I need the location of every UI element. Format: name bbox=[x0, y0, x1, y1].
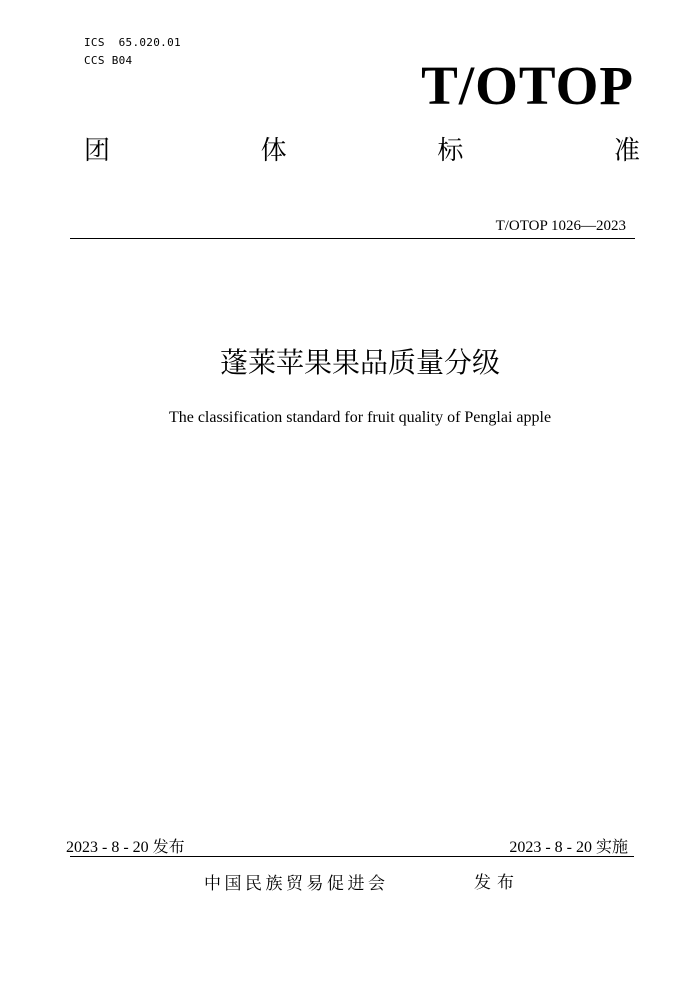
document-title-english: The classification standard for fruit quality of Penglai apple bbox=[168, 409, 552, 426]
implementation-date: 2023 - 8 - 20 实施 bbox=[509, 839, 628, 856]
standard-type-heading bbox=[84, 138, 640, 164]
publisher-name: 中国民族贸易促进会 bbox=[204, 874, 389, 894]
document-title-chinese: 蓬莱苹果果品质量分级 bbox=[219, 346, 500, 379]
footer-divider bbox=[70, 856, 634, 857]
header-divider bbox=[70, 238, 635, 239]
publish-label: 发布 bbox=[474, 873, 520, 893]
standard-type-char: 团 bbox=[84, 136, 111, 166]
standard-type-char: 标 bbox=[437, 136, 464, 166]
ccs-code: CCS B04 bbox=[84, 54, 133, 67]
standard-brand-logo: T/OTOP bbox=[421, 55, 634, 116]
issue-date: 2023 - 8 - 20 发布 bbox=[66, 839, 185, 856]
standard-number: T/OTOP 1026—2023 bbox=[495, 218, 626, 234]
standard-type-char: 准 bbox=[613, 136, 640, 166]
standard-type-char: 体 bbox=[260, 136, 287, 166]
ics-code: ICS 65.020.01 bbox=[84, 36, 181, 49]
